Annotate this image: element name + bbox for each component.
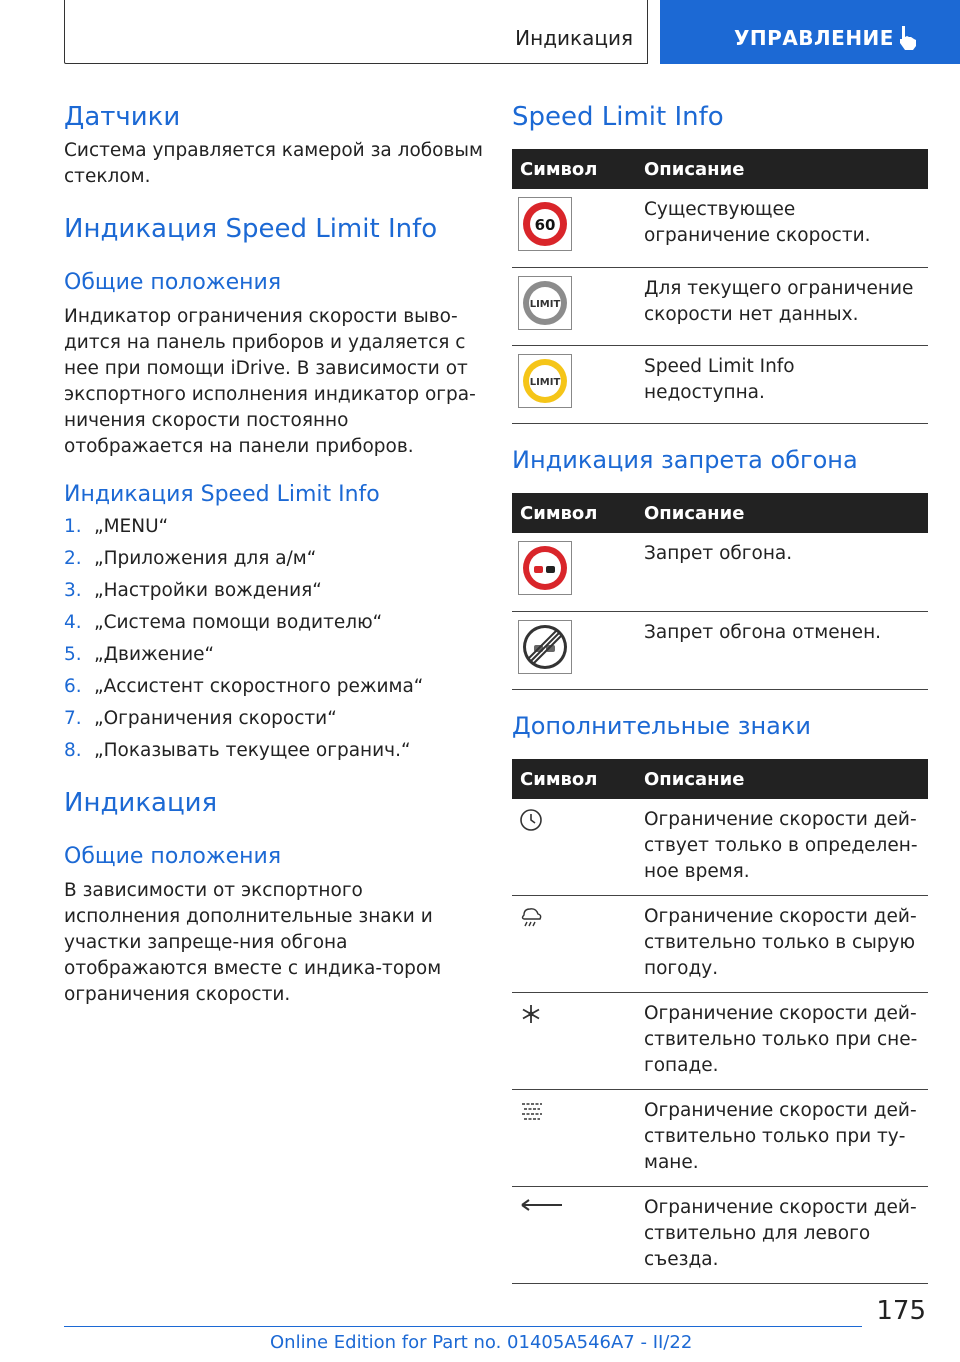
snowflake-icon [518, 1001, 544, 1027]
col-symbol: Символ [512, 759, 636, 799]
row-text: Ограничение скорости дей-ствительно для левого съезда. [636, 1187, 928, 1284]
rain-icon [518, 904, 544, 930]
table-row [512, 611, 928, 689]
table-row [512, 993, 928, 1090]
extra-heading: Дополнительные знаки [512, 712, 811, 740]
limit-grey-sign-icon [518, 276, 572, 330]
footer-edition: Online Edition for Part no. 01405A546A7 - II/22 [270, 1332, 693, 1353]
row-text: Ограничение скорости дей-ствует только в определен-ное время. [636, 799, 928, 896]
step-number: 5. [64, 644, 82, 665]
end-no-overtaking-sign-icon [518, 620, 572, 674]
table-row [512, 533, 928, 611]
limit-yellow-sign-icon [518, 354, 572, 408]
col-symbol: Символ [512, 493, 636, 533]
fog-icon [518, 1098, 546, 1124]
col-description: Описание [636, 493, 928, 533]
list-item [64, 546, 423, 578]
table-row [512, 1187, 928, 1284]
speed-60-sign-icon [518, 197, 572, 251]
step-text: „Приложения для а/м“ [94, 548, 317, 569]
header-right-title: УПРАВЛЕНИЕ [734, 26, 894, 50]
left-arrow-icon [518, 1195, 566, 1215]
col-symbol: Символ [512, 149, 636, 189]
step-number: 6. [64, 676, 82, 697]
general2-heading: Общие положения [64, 844, 282, 869]
list-item [64, 642, 423, 674]
steps-list [64, 514, 423, 770]
extra-table [512, 759, 928, 1284]
header-left-tab [64, 0, 648, 64]
sensors-heading: Датчики [64, 102, 181, 132]
general-text: Индикатор ограничения скорости выво-дится на панель приборов и удаляется с нее при помощи iDrive. В зависимости от экспортного исполнения индикатор огра-ничения скорости постоянно отображается на панели приборов. [64, 306, 476, 457]
overtake-table [512, 493, 928, 690]
step-number: 8. [64, 740, 82, 761]
step-number: 2. [64, 548, 82, 569]
step-text: „Ассистент скоростного режима“ [94, 676, 424, 697]
step-text: „Система помощи водителю“ [94, 612, 383, 633]
list-item [64, 610, 423, 642]
col-description: Описание [636, 149, 928, 189]
sli-sub-heading: Индикация Speed Limit Info [64, 482, 380, 507]
col-description: Описание [636, 759, 928, 799]
sign-60-text: 60 [534, 216, 556, 234]
row-text: Запрет обгона. [636, 533, 928, 611]
list-item [64, 738, 423, 770]
header-left-title: Индикация [515, 26, 633, 50]
list-item [64, 674, 423, 706]
step-number: 7. [64, 708, 82, 729]
footer-divider [64, 1326, 862, 1327]
list-item [64, 514, 423, 546]
row-text: Ограничение скорости дей-ствительно только при сне-гопаде. [636, 993, 928, 1090]
sign-limit-yellow-text: LIMIT [529, 376, 561, 388]
list-item [64, 578, 423, 610]
step-number: 4. [64, 612, 82, 633]
step-text: „Настройки вождения“ [94, 580, 322, 601]
table-row [512, 799, 928, 896]
list-item [64, 706, 423, 738]
sli-display-heading: Индикация Speed Limit Info [64, 214, 438, 244]
row-text: Запрет обгона отменен. [636, 611, 928, 689]
display-heading: Индикация [64, 788, 218, 818]
step-text: „Ограничения скорости“ [94, 708, 337, 729]
step-text: „MENU“ [94, 516, 169, 537]
row-text: Speed Limit Info недоступна. [636, 345, 928, 423]
step-text: „Движение“ [94, 644, 215, 665]
hand-pointer-icon [896, 24, 922, 52]
header-right-tab [660, 0, 960, 64]
clock-icon [518, 807, 544, 833]
row-text: Ограничение скорости дей-ствительно только в сырую погоду. [636, 896, 928, 993]
table-row [512, 1090, 928, 1187]
row-text: Существующее ограничение скорости. [636, 189, 928, 267]
table-row [512, 345, 928, 423]
sensors-text: Система управляется камерой за лобовым стеклом. [64, 140, 483, 187]
step-number: 1. [64, 516, 82, 537]
page-number: 175 [876, 1296, 926, 1326]
table-row [512, 267, 928, 345]
table-row [512, 189, 928, 267]
sign-limit-text: LIMIT [529, 298, 561, 310]
table-row [512, 896, 928, 993]
row-text: Для текущего ограничение скорости нет данных. [636, 267, 928, 345]
step-number: 3. [64, 580, 82, 601]
sli-table-heading: Speed Limit Info [512, 102, 724, 132]
no-overtaking-sign-icon [518, 541, 572, 595]
overtake-heading: Индикация запрета обгона [512, 446, 858, 474]
general-heading: Общие положения [64, 270, 282, 295]
general2-text: В зависимости от экспортного исполнения дополнительные знаки и участки запреще-ния обгона отображаются вместе с индика-тором ограничения скорости. [64, 880, 442, 1005]
step-text: „Показывать текущее огранич.“ [94, 740, 411, 761]
row-text: Ограничение скорости дей-ствительно только при ту-мане. [636, 1090, 928, 1187]
sli-table [512, 149, 928, 424]
